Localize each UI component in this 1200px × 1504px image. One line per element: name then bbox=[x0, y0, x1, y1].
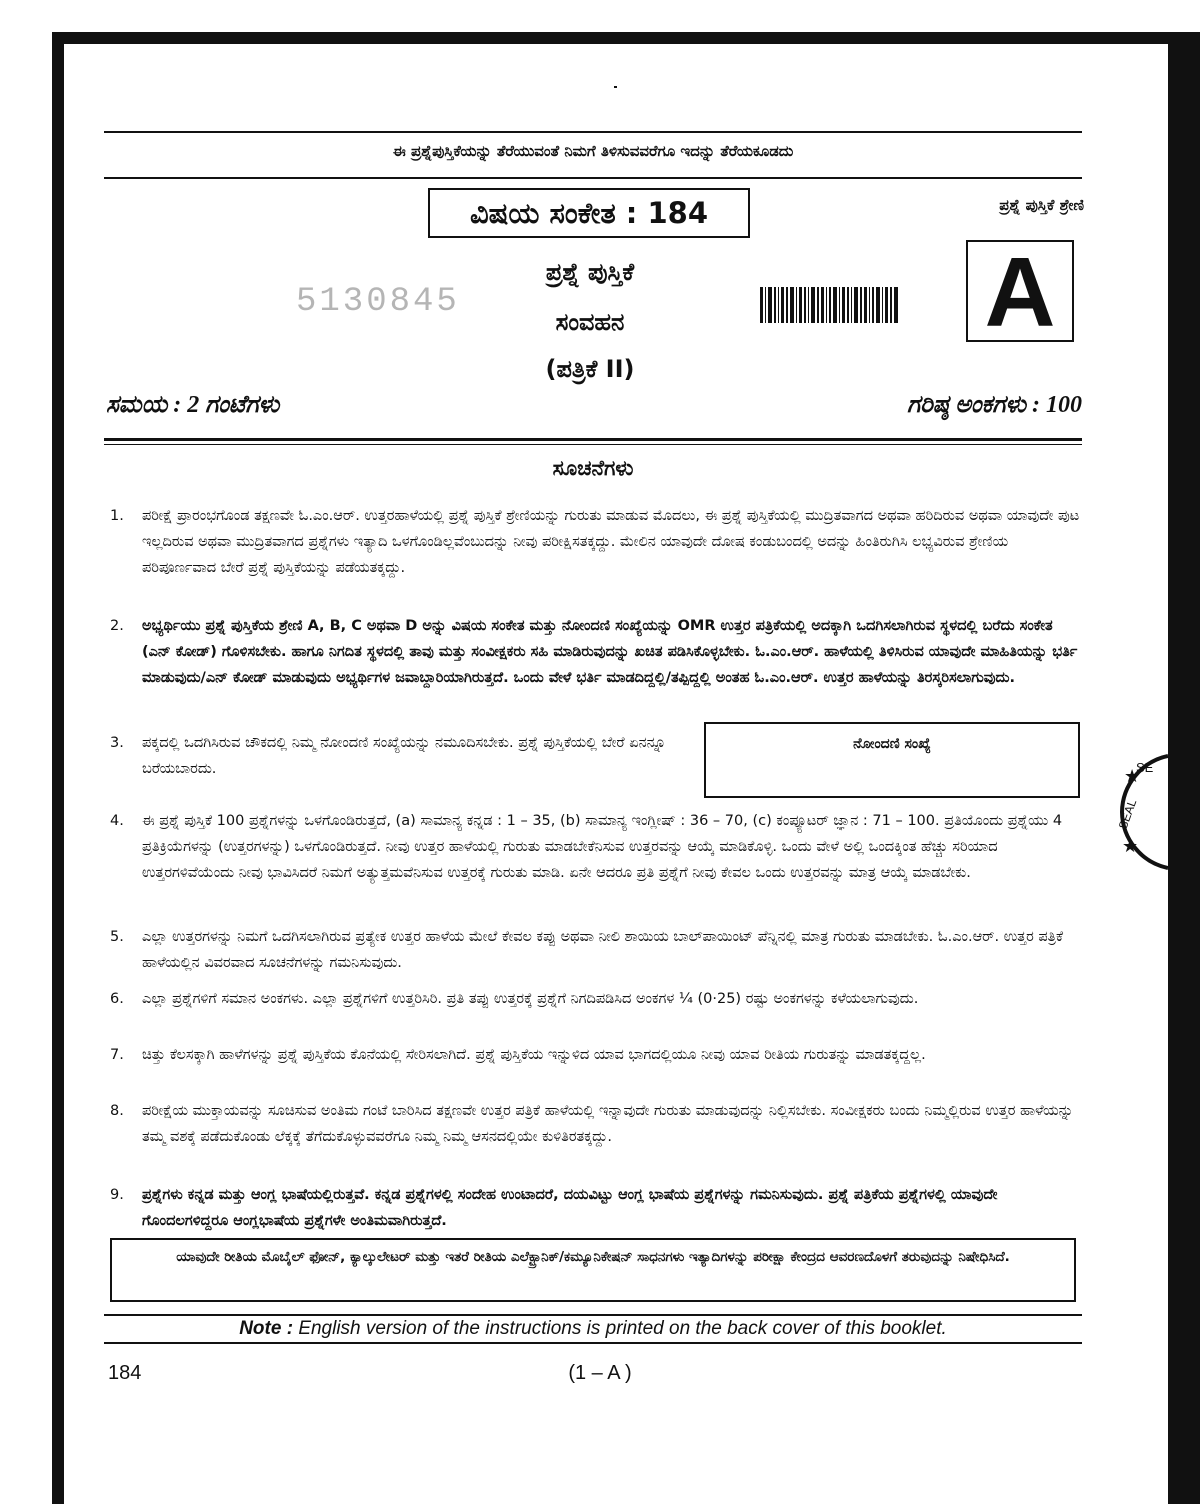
instruction-number: 9. bbox=[110, 1187, 124, 1203]
exam-time: ಸಮಯ : 2 ಗಂಟೆಗಳು bbox=[106, 392, 280, 418]
instruction-number: 8. bbox=[110, 1103, 124, 1119]
instruction-item-3 bbox=[110, 730, 670, 790]
registration-box-label: ನೋಂದಣಿ ಸಂಖ್ಯೆ bbox=[853, 736, 931, 752]
instruction-text: ಪ್ರಶ್ನೆಗಳು ಕನ್ನಡ ಮತ್ತು ಆಂಗ್ಲ ಭಾಷೆಯಲ್ಲಿರುತ್ತವೆ. ಕನ್ನಡ ಪ್ರಶ್ನೆಗಳಲ್ಲಿ ಸಂದೇಹ ಉಂಟಾದರೆ, ದಯವಿಟ್ಟು ಆಂಗ್ಲ ಭಾಷೆಯ ಪ್ರಶ್ನೆಗಳನ್ನು ಗಮನಿಸುವುದು. ಪ್ರಶ್ನೆ ಪತ್ರಿಕೆಯ ಪ್ರಶ್ನೆಗಳಲ್ಲಿ ಯಾವುದೇ ಗೊಂದಲಗಳಿದ್ದರೂ ಆಂಗ್ಲಭಾಷೆಯ ಪ್ರಶ್ನೆಗಳೇ ಅಂತಿಮವಾಗಿರುತ್ತದೆ. bbox=[142, 1187, 998, 1229]
instruction-text: ಎಲ್ಲಾ ಉತ್ತರಗಳನ್ನು ನಿಮಗೆ ಒದಗಿಸಲಾಗಿರುವ ಪ್ರತ್ಯೇಕ ಉತ್ತರ ಹಾಳೆಯ ಮೇಲೆ ಕೇವಲ ಕಪ್ಪು ಅಥವಾ ನೀಲಿ ಶಾಯಿಯ ಬಾಲ್‌ಪಾಯಿಂಟ್ ಪೆನ್ನಿನಲ್ಲಿ ಮಾತ್ರ ಗುರುತು ಮಾಡಬೇಕು. ಓ.ಎಂ.ಆರ್. ಉತ್ತರ ಪತ್ರಿಕೆ ಹಾಳೆಯಲ್ಲಿನ ವಿವರವಾದ ಸೂಚನೆಗಳನ್ನು ಗಮನಿಸುವುದು. bbox=[142, 929, 1064, 971]
instruction-item-4 bbox=[110, 808, 1082, 912]
english-version-note bbox=[104, 1318, 1082, 1340]
barcode bbox=[760, 287, 898, 323]
instruction-number: 2. bbox=[110, 618, 124, 634]
instructions-rule-top bbox=[104, 438, 1082, 441]
scan-border-right bbox=[1168, 32, 1200, 1504]
instruction-item-9 bbox=[110, 1182, 1082, 1234]
instruction-text: ಪಕ್ಕದಲ್ಲಿ ಒದಗಿಸಿರುವ ಚೌಕದಲ್ಲಿ ನಿಮ್ಮ ನೋಂದಣಿ ಸಂಖ್ಯೆಯನ್ನು ನಮೂದಿಸಬೇಕು. ಪ್ರಶ್ನೆ ಪುಸ್ತಿಕೆಯಲ್ಲಿ ಬೇರೆ ಏನನ್ನೂ ಬರೆಯಬಾರದು. bbox=[142, 735, 666, 777]
seal-stamp-text-side: SEAL bbox=[1115, 797, 1140, 832]
max-marks: ಗರಿಷ್ಠ ಅಂಕಗಳು : 100 bbox=[907, 392, 1082, 418]
booklet-serial-number: 5130845 bbox=[296, 283, 460, 321]
note-rule-top bbox=[104, 1314, 1082, 1316]
note-text: English version of the instructions is printed on the back cover of this booklet. bbox=[298, 1318, 947, 1339]
instructions-rule-bottom bbox=[104, 444, 1082, 445]
device-prohibition-box bbox=[110, 1238, 1076, 1302]
instruction-item-6 bbox=[110, 986, 1082, 1038]
header-rule bbox=[104, 177, 1082, 179]
instruction-number: 7. bbox=[110, 1047, 124, 1063]
series-box bbox=[966, 237, 1074, 347]
footer-code: 184 bbox=[108, 1362, 142, 1384]
instruction-item-1 bbox=[110, 503, 1082, 607]
instruction-item-2 bbox=[110, 613, 1082, 717]
device-prohibition-notice: ಯಾವುದೇ ರೀತಿಯ ಮೊಬೈಲ್ ಫೋನ್, ಕ್ಯಾಲ್ಕುಲೇಟರ್ ಮತ್ತು ಇತರೆ ರೀತಿಯ ಎಲೆಕ್ಟ್ರಾನಿಕ್/ಕಮ್ಯೂನಿಕೇಷನ್ ಸಾಧನಗಳು ಇತ್ಯಾದಿಗಳನ್ನು ಪರೀಕ್ಷಾ ಕೇಂದ್ರದ ಆವರಣದೊಳಗೆ ತರುವುದನ್ನು ನಿಷೇಧಿಸಿದೆ. bbox=[176, 1249, 1010, 1265]
subject-code-box bbox=[428, 188, 750, 238]
top-rule bbox=[104, 131, 1082, 133]
scan-border-left bbox=[52, 32, 64, 1504]
seal-star-icon: ★ bbox=[1124, 766, 1141, 787]
instruction-item-8 bbox=[110, 1098, 1082, 1176]
paper-number: (ಪತ್ರಿಕೆ II) bbox=[545, 355, 635, 383]
instruction-text: ಅಭ್ಯರ್ಥಿಯು ಪ್ರಶ್ನೆ ಪುಸ್ತಿಕೆಯ ಶ್ರೇಣಿ A, B, C ಅಥವಾ D ಅನ್ನು ವಿಷಯ ಸಂಕೇತ ಮತ್ತು ನೋಂದಣಿ ಸಂಖ್ಯೆಯನ್ನು OMR ಉತ್ತರ ಪತ್ರಿಕೆಯಲ್ಲಿ ಅದಕ್ಕಾಗಿ ಒದಗಿಸಲಾಗಿರುವ ಸ್ಥಳದಲ್ಲಿ ಬರೆದು ಸಂಕೇತ (ಎನ್ ಕೋಡ್) ಗೊಳಿಸಬೇಕು. ಹಾಗೂ ನಿಗದಿತ ಸ್ಥಳದಲ್ಲಿ ತಾವು ಮತ್ತು ಸಂವೀಕ್ಷಕರು ಸಹಿ ಮಾಡಿರುವುದನ್ನು ಖಚಿತ ಪಡಿಸಿಕೊಳ್ಳಬೇಕು. ಓ.ಎಂ.ಆರ್. ಹಾಳೆಯಲ್ಲಿ ತಿಳಿಸಿರುವ ಯಾವುದೇ ಮಾಹಿತಿಯನ್ನು ಭರ್ತಿ ಮಾಡುವುದು/ಎನ್ ಕೋಡ್ ಮಾಡುವುದು ಅಭ್ಯರ್ಥಿಗಳ ಜವಾಬ್ದಾರಿಯಾಗಿರುತ್ತದೆ. ಒಂದು ವೇಳೆ ಭರ್ತಿ ಮಾಡದಿದ್ದಲ್ಲಿ/ತಪ್ಪಿದ್ದಲ್ಲಿ ಅಂತಹ ಓ.ಎಂ.ಆರ್. ಉತ್ತರ ಹಾಳೆಯನ್ನು ತಿರಸ್ಕರಿಸಲಾಗುವುದು. bbox=[142, 618, 1078, 686]
registration-number-box[interactable] bbox=[704, 722, 1080, 798]
series-letter: A bbox=[984, 237, 1056, 347]
instruction-text: ಚಿತ್ತು ಕೆಲಸಕ್ಕಾಗಿ ಹಾಳೆಗಳನ್ನು ಪ್ರಶ್ನೆ ಪುಸ್ತಿಕೆಯ ಕೊನೆಯಲ್ಲಿ ಸೇರಿಸಲಾಗಿದೆ. ಪ್ರಶ್ನೆ ಪುಸ್ತಿಕೆಯ ಇನ್ನುಳಿದ ಯಾವ ಭಾಗದಲ್ಲಿಯೂ ನೀವು ಯಾವ ರೀತಿಯ ಗುರುತನ್ನು ಮಾಡತಕ್ಕದ್ದಲ್ಲ. bbox=[142, 1047, 926, 1063]
instruction-text: ಎಲ್ಲಾ ಪ್ರಶ್ನೆಗಳಿಗೆ ಸಮಾನ ಅಂಕಗಳು. ಎಲ್ಲಾ ಪ್ರಶ್ನೆಗಳಿಗೆ ಉತ್ತರಿಸಿರಿ. ಪ್ರತಿ ತಪ್ಪು ಉತ್ತರಕ್ಕೆ ಪ್ರಶ್ನೆಗೆ ನಿಗದಿಪಡಿಸಿದ ಅಂಕಗಳ ¼ (0·25) ರಷ್ಟು ಅಂಕಗಳನ್ನು ಕಳೆಯಲಾಗುವುದು. bbox=[142, 991, 919, 1007]
booklet-title: ಪ್ರಶ್ನೆ ಪುಸ್ತಿಕೆ bbox=[545, 258, 635, 286]
instruction-number: 1. bbox=[110, 508, 124, 524]
scan-border-top bbox=[52, 32, 1200, 44]
do-not-open-warning: ಈ ಪ್ರಶ್ನೆಪುಸ್ತಿಕೆಯನ್ನು ತೆರೆಯುವಂತೆ ನಿಮಗೆ ತಿಳಿಸುವವರೆಗೂ ಇದನ್ನು ತೆರೆಯಕೂಡದು bbox=[392, 142, 794, 160]
instruction-number: 4. bbox=[110, 813, 124, 829]
subject-code: ವಿಷಯ ಸಂಕೇತ : 184 bbox=[469, 196, 709, 230]
instruction-text: ಪರೀಕ್ಷೆ ಪ್ರಾರಂಭಗೊಂಡ ತಕ್ಷಣವೇ ಓ.ಎಂ.ಆರ್. ಉತ್ತರಹಾಳೆಯಲ್ಲಿ ಪ್ರಶ್ನೆ ಪುಸ್ತಿಕೆ ಶ್ರೇಣಿಯನ್ನು ಗುರುತು ಮಾಡುವ ಮೊದಲು, ಈ ಪ್ರಶ್ನೆ ಪುಸ್ತಿಕೆಯಲ್ಲಿ ಮುದ್ರಿತವಾಗದ ಅಥವಾ ಹರಿದಿರುವ ಅಥವಾ ಯಾವುದೇ ಪುಟ ಇಲ್ಲದಿರುವ ಅಥವಾ ಮುದ್ರಿತವಾಗದ ಪ್ರಶ್ನೆಗಳು ಇತ್ಯಾದಿ ಒಳಗೊಂಡಿಲ್ಲವೆಂಬುದನ್ನು ನೀವು ಪರೀಕ್ಷಿಸತಕ್ಕದ್ದು. ಮೇಲಿನ ಯಾವುದೇ ದೋಷ ಕಂಡುಬಂದಲ್ಲಿ ಅದನ್ನು ಹಿಂತಿರುಗಿಸಿ ಲಭ್ಯವಿರುವ ಶ್ರೇಣಿಯ ಪರಿಪೂರ್ಣವಾದ ಬೇರೆ ಪ್ರಶ್ನೆ ಪುಸ್ತಿಕೆಯನ್ನು ಪಡೆಯತಕ್ಕದ್ದು. bbox=[142, 508, 1080, 576]
scan-speck bbox=[614, 86, 617, 88]
instruction-item-7 bbox=[110, 1042, 1082, 1094]
instruction-number: 3. bbox=[110, 735, 124, 751]
scan-speck bbox=[60, 1100, 62, 1126]
subject-name: ಸಂವಹನ bbox=[555, 308, 625, 336]
instruction-number: 6. bbox=[110, 991, 124, 1007]
footer-page-number: (1 – A ) bbox=[568, 1362, 632, 1384]
note-label: Note : bbox=[239, 1318, 294, 1339]
note-rule-bottom bbox=[104, 1342, 1082, 1344]
instruction-item-5 bbox=[110, 924, 1082, 976]
seal-star-icon: ★ bbox=[1122, 836, 1139, 857]
instruction-text: ಪರೀಕ್ಷೆಯ ಮುಕ್ತಾಯವನ್ನು ಸೂಚಿಸುವ ಅಂತಿಮ ಗಂಟೆ ಬಾರಿಸಿದ ತಕ್ಷಣವೇ ಉತ್ತರ ಪತ್ರಿಕೆ ಹಾಳೆಯಲ್ಲಿ ಇನ್ನಾವುದೇ ಗುರುತು ಮಾಡುವುದನ್ನು ನಿಲ್ಲಿಸಬೇಕು. ಸಂವೀಕ್ಷಕರು ಬಂದು ನಿಮ್ಮಲ್ಲಿರುವ ಉತ್ತರ ಹಾಳೆಯನ್ನು ತಮ್ಮ ವಶಕ್ಕೆ ಪಡೆದುಕೊಂಡು ಲೆಕ್ಕಕ್ಕೆ ತೆಗೆದುಕೊಳ್ಳುವವರೆಗೂ ನಿಮ್ಮ ನಿಮ್ಮ ಆಸನದಲ್ಲಿಯೇ ಕುಳಿತಿರತಕ್ಕದ್ದು. bbox=[142, 1103, 1074, 1145]
series-label: ಪ್ರಶ್ನೆ ಪುಸ್ತಿಕೆ ಶ್ರೇಣಿ bbox=[999, 196, 1084, 214]
seal-stamp bbox=[1106, 746, 1168, 878]
instruction-text: ಈ ಪ್ರಶ್ನೆ ಪುಸ್ತಿಕೆ 100 ಪ್ರಶ್ನೆಗಳನ್ನು ಒಳಗೊಂಡಿರುತ್ತದೆ, (a) ಸಾಮಾನ್ಯ ಕನ್ನಡ : 1 – 35, (b) ಸಾಮಾನ್ಯ ಇಂಗ್ಲೀಷ್ : 36 – 70, (c) ಕಂಪ್ಯೂಟರ್ ಜ್ಞಾನ : 71 – 100. ಪ್ರತಿಯೊಂದು ಪ್ರಶ್ನೆಯು 4 ಪ್ರತಿಕ್ರಿಯೆಗಳನ್ನು (ಉತ್ತರಗಳನ್ನು) ಒಳಗೊಂಡಿರುತ್ತದೆ. ನೀವು ಉತ್ತರ ಹಾಳೆಯಲ್ಲಿ ಗುರುತು ಮಾಡಬೇಕೆನಿಸುವ ಉತ್ತರವನ್ನು ಆಯ್ಕೆ ಮಾಡಿಕೊಳ್ಳಿ. ಒಂದು ವೇಳೆ ಅಲ್ಲಿ ಒಂದಕ್ಕಿಂತ ಹೆಚ್ಚು ಸರಿಯಾದ ಉತ್ತರಗಳಿವೆಯೆಂದು ನೀವು ಭಾವಿಸಿದರೆ ನಿಮಗೆ ಅತ್ಯುತ್ತಮವೆನಿಸುವ ಉತ್ತರಕ್ಕೆ ಗುರುತು ಮಾಡಿ. ಏನೇ ಆದರೂ ಪ್ರತಿ ಪ್ರಶ್ನೆಗೆ ನೀವು ಕೇವಲ ಒಂದು ಉತ್ತರವನ್ನು ಮಾತ್ರ ಆಯ್ಕೆ ಮಾಡಬೇಕು. bbox=[142, 813, 1063, 881]
seal-stamp-text: SE bbox=[1136, 760, 1154, 775]
instruction-number: 5. bbox=[110, 929, 124, 945]
instructions-heading: ಸೂಚನೆಗಳು bbox=[552, 456, 634, 480]
